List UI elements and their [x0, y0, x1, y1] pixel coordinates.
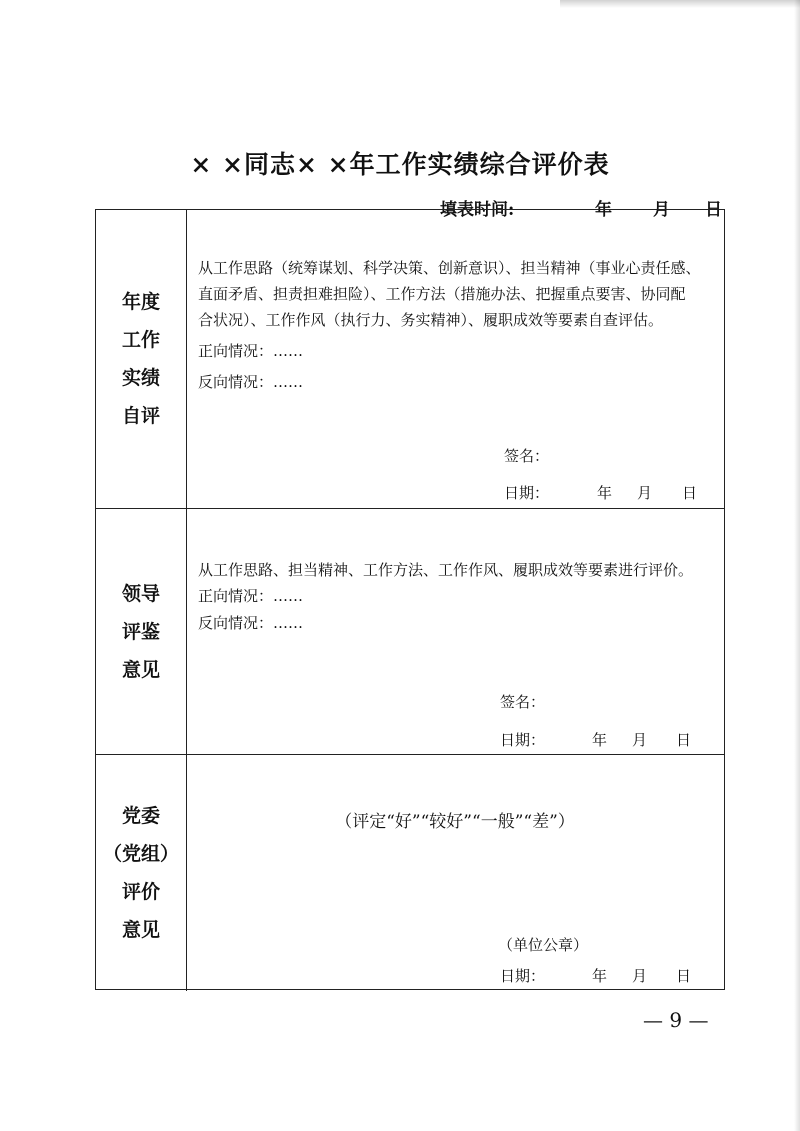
- self-evaluation-label: [96, 210, 187, 508]
- negative-situation: 反向情况：……: [198, 614, 304, 632]
- positive-situation: 正向情况：……: [198, 342, 304, 360]
- label-line: 评价: [121, 881, 160, 903]
- leader-evaluation-label: [96, 509, 187, 754]
- label-line: 工作: [121, 329, 160, 351]
- signature-label: 签名：: [500, 693, 546, 711]
- leader-evaluation-content[interactable]: [186, 509, 724, 754]
- date-label: 日期：: [500, 731, 546, 749]
- fill-date-month: 月: [653, 200, 670, 220]
- criteria-line: 从工作思路、担当精神、工作方法、工作作风、履职成效等要素进行评价。: [198, 561, 694, 579]
- party-committee-label: [96, 755, 187, 991]
- label-line: 实绩: [121, 367, 160, 389]
- self-evaluation-date: [504, 482, 698, 508]
- leader-evaluation-row: [96, 508, 724, 754]
- date-label: 日期：: [500, 967, 546, 985]
- criteria-line: 直面矛盾、担责担难担险）、工作方法（措施办法、把握重点要害、协同配: [198, 285, 686, 303]
- label-line: 意见: [121, 658, 160, 681]
- date-year: 年: [597, 484, 613, 502]
- date-year: 年: [592, 731, 608, 749]
- signature-label: 签名：: [504, 447, 550, 465]
- label-line: 领导: [121, 582, 160, 605]
- criteria-line: 合状况）、工作作风（执行力、务实精神）、履职成效等要素自查评估。: [198, 311, 664, 329]
- date-label: 日期：: [504, 484, 550, 502]
- date-day: 日: [682, 484, 698, 502]
- date-month: 月: [632, 967, 648, 985]
- date-day: 日: [676, 967, 692, 985]
- label-line: 年度: [121, 291, 160, 313]
- leader-evaluation-date: [500, 729, 692, 755]
- form-title: × ×同志× ×年工作实绩综合评价表: [190, 150, 610, 179]
- party-committee-content[interactable]: [186, 755, 724, 991]
- date-day: 日: [676, 731, 692, 749]
- date-month: 月: [637, 484, 653, 502]
- positive-situation: 正向情况：……: [198, 587, 304, 605]
- party-committee-date: [500, 965, 692, 991]
- negative-situation: 反向情况：……: [198, 373, 304, 391]
- label-line: 评鉴: [121, 620, 160, 643]
- self-evaluation-content[interactable]: [186, 210, 724, 508]
- evaluation-table: [95, 209, 725, 990]
- label-line: 党委: [121, 805, 160, 827]
- date-year: 年: [592, 967, 608, 985]
- date-month: 月: [632, 731, 648, 749]
- label-line: 意见: [121, 919, 160, 941]
- scan-shadow-top: [560, 0, 800, 8]
- party-committee-row: [96, 754, 724, 991]
- label-line: 自评: [121, 405, 160, 427]
- page-number: — 9 —: [643, 1008, 709, 1032]
- criteria-line: 从工作思路（统筹谋划、科学决策、创新意识）、担当精神（事业心责任感、: [198, 259, 701, 277]
- label-line: （党组）: [102, 843, 179, 865]
- fill-date-year: 年: [595, 200, 612, 220]
- rating-options: （评定“好”“较好”“一般”“差”）: [335, 812, 575, 832]
- fill-date-day: 日: [705, 200, 722, 220]
- unit-seal-label: （单位公章）: [498, 936, 589, 954]
- self-evaluation-row: [96, 210, 724, 508]
- fill-date-label: 填表时间:: [440, 200, 515, 220]
